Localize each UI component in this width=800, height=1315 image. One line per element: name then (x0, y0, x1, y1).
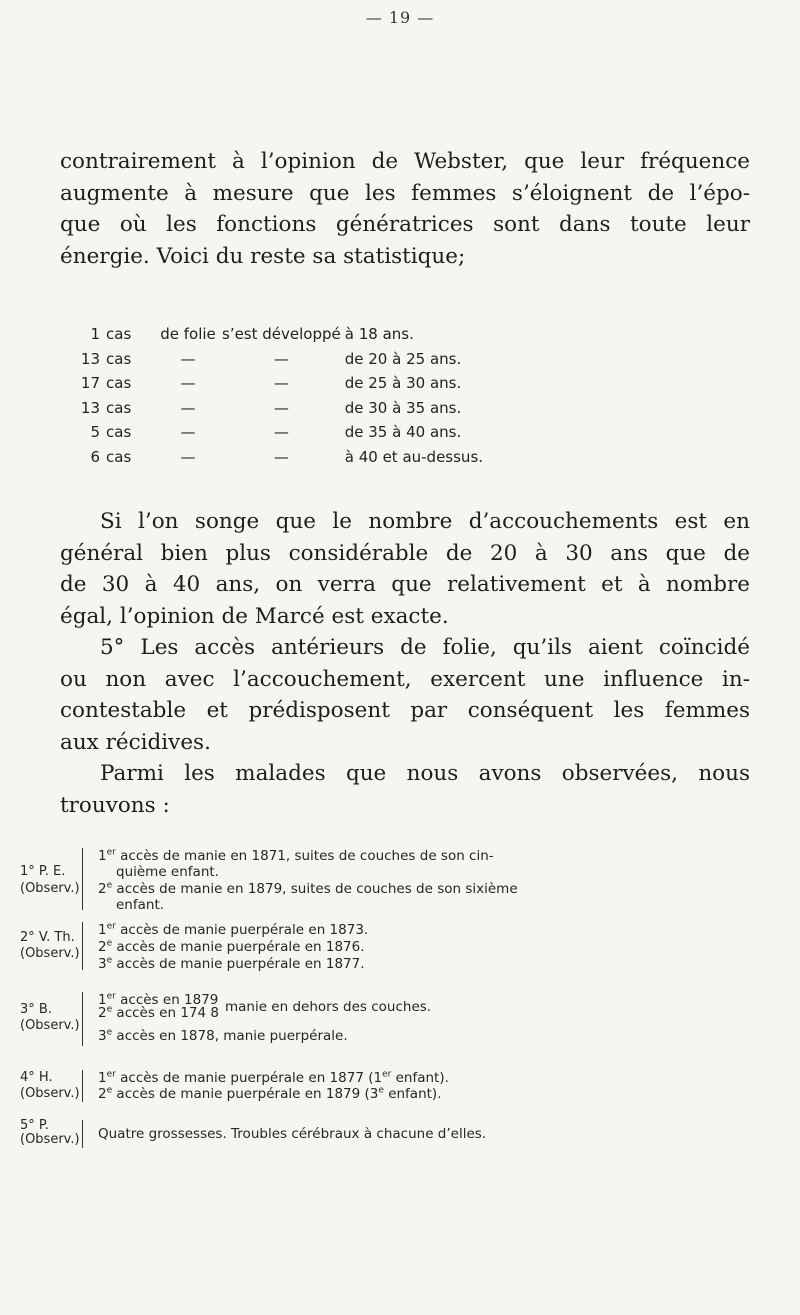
text-line: contestable et prédisposent par conséquent les femmes (60, 698, 750, 723)
statistics-cell-word: cas (106, 447, 132, 466)
brace (82, 1120, 89, 1148)
text-line: trouvons : (60, 792, 170, 818)
brace (82, 848, 89, 910)
statistics-cell-d1: de folie (160, 325, 216, 344)
brace (82, 992, 89, 1046)
text-line: contrairement à l’opinion de Webster, que leur fréquence (60, 149, 750, 174)
text-line: Parmi les malades que nous avons observées, nous (100, 761, 750, 786)
observation-line: Quatre grossesses. Troubles cérébraux à chacune d’elles. (98, 1126, 487, 1142)
statistics-cell-range: de 20 à 25 ans. (344, 349, 462, 368)
text-line: égal, l’opinion de Marcé est exacte. (60, 603, 449, 629)
text-line: augmente à mesure que les femmes s’éloignent de l’épo- (60, 180, 750, 206)
statistics-cell-range: à 18 ans. (344, 325, 414, 344)
statistics-cell-d2: — (273, 349, 289, 368)
statistics-cell-range: de 30 à 35 ans. (344, 398, 462, 417)
text-line: aux récidives. (60, 729, 211, 755)
statistics-cell-count: 13 (80, 349, 100, 368)
statistics-cell-range: à 40 et au-dessus. (344, 447, 484, 466)
statistics-cell-d1: — (180, 349, 196, 368)
statistics-cell-word: cas (106, 423, 132, 442)
statistics-cell-d1: — (180, 374, 196, 393)
statistics-table (70, 322, 483, 469)
observation-line: manie en dehors des couches. (224, 999, 432, 1015)
observation-line: 3e accès en 1878, manie puerpérale. (98, 1027, 348, 1044)
observation-label: (Observ.) (20, 1086, 80, 1101)
text-line: que où les fonctions génératrices sont dans toute leur (60, 212, 750, 237)
observation-line: 1er accès de manie en 1871, suites de couches de son cin- (98, 847, 494, 864)
statistics-cell-word: cas (106, 374, 132, 393)
statistics-row (70, 445, 483, 470)
statistics-cell-d2: — (273, 374, 289, 393)
statistics-row (70, 371, 483, 396)
observation-label: (Observ.) (20, 1018, 80, 1033)
observation-label: 4° H. (20, 1070, 53, 1085)
statistics-cell-d2: s’est développé (222, 325, 341, 344)
statistics-cell-count: 6 (90, 447, 100, 466)
observation-line: 3e accès de manie puerpérale en 1877. (98, 955, 365, 972)
body-paragraph (60, 506, 750, 821)
statistics-cell-d1: — (180, 398, 196, 417)
observation-label: 2° V. Th. (20, 930, 75, 945)
observation-line: 1er accès de manie puerpérale en 1873. (98, 921, 369, 938)
observation-label: (Observ.) (20, 1132, 80, 1147)
observation-label: (Observ.) (20, 881, 80, 896)
statistics-cell-d2: — (273, 398, 289, 417)
statistics-row (70, 347, 483, 372)
brace (82, 922, 89, 970)
statistics-row (70, 322, 483, 347)
statistics-cell-count: 13 (80, 398, 100, 417)
statistics-cell-word: cas (106, 349, 132, 368)
text-line: 5° Les accès antérieurs de folie, qu’ils aient coïncidé (100, 635, 750, 660)
observation-line: 2e accès en 174 8 (98, 1004, 219, 1021)
statistics-cell-d2: — (273, 423, 289, 442)
observation-line: 1er accès en 1879 (98, 991, 219, 1008)
observation-line: 2e accès de manie puerpérale en 1876. (98, 938, 365, 955)
observation-line: quième enfant. (116, 864, 219, 880)
observation-line: 1er accès de manie puerpérale en 1877 (1er enfant). (98, 1069, 449, 1086)
statistics-cell-range: de 35 à 40 ans. (344, 423, 462, 442)
observation-label: 5° P. (20, 1118, 49, 1133)
text-line: énergie. Voici du reste sa statistique; (60, 243, 466, 269)
text-line: ou non avec l’accouchement, exercent une influence in- (60, 666, 750, 692)
observation-label: 3° B. (20, 1002, 52, 1017)
statistics-cell-d1: — (180, 423, 196, 442)
page-number: — 19 — (365, 8, 435, 27)
observation-line: 2e accès de manie puerpérale en 1879 (3e enfant). (98, 1085, 442, 1102)
statistics-cell-count: 5 (90, 423, 100, 442)
observation-line: 2e accès de manie en 1879, suites de couches de son sixième (98, 880, 518, 897)
statistics-cell-d1: — (180, 447, 196, 466)
observation-label: 1° P. E. (20, 864, 66, 879)
statistics-cell-range: de 25 à 30 ans. (344, 374, 462, 393)
text-line: de 30 à 40 ans, on verra que relativement et à nombre (60, 572, 750, 597)
statistics-cell-count: 1 (90, 325, 100, 344)
observation-line: enfant. (116, 897, 165, 913)
text-line: Si l’on songe que le nombre d’accouchements est en (100, 509, 750, 534)
observation-label: (Observ.) (20, 946, 80, 961)
statistics-cell-d2: — (273, 447, 289, 466)
statistics-cell-word: cas (106, 325, 132, 344)
statistics-cell-count: 17 (80, 374, 100, 393)
statistics-cell-word: cas (106, 398, 132, 417)
brace (82, 1070, 89, 1102)
statistics-row (70, 396, 483, 421)
observation-stacked-lines (98, 991, 432, 1021)
statistics-row (70, 420, 483, 445)
text-line: général bien plus considérable de 20 à 30 ans que de (60, 540, 750, 566)
intro-paragraph (60, 146, 750, 272)
